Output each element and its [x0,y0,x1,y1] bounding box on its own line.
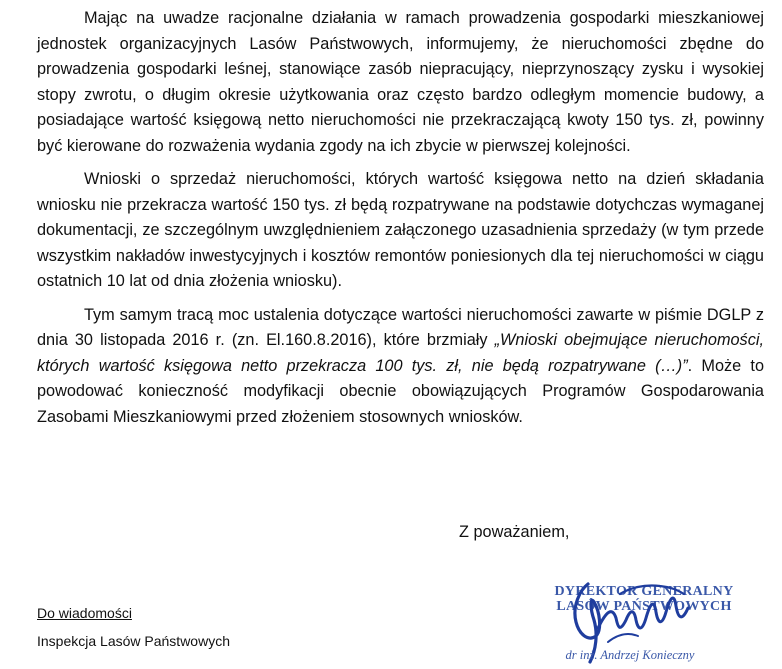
cc-recipient: Inspekcja Lasów Państwowych [37,633,230,649]
letter-body [37,6,764,430]
closing-salutation: Z poważaniem, [459,523,570,541]
paragraph-2: Wnioski o sprzedaż nieruchomości, których wartość księgowa netto na dzień składania wniosku nie przekracza wartość 150 tys. zł będą rozpatrywane na podstawie dotychczas wymaganej dokumentacji, ze szczególnym uwzględnieniem załączonego uzasadnienia sprzedaży (w tym przede wszystkim nakładów inwestycyjnych i kosztów remontów poniesionych dla tej nieruchomości w ciągu ostatnich 10 lat od dnia złożenia wniosku). [37,170,764,290]
paragraph-1: Mając na uwadze racjonalne działania w ramach prowadzenia gospodarki mieszkaniowej jednostek organizacyjnych Lasów Państwowych, informujemy, że nieruchomości zbędne do prowadzenia gospodarki leśnej, stanowiące zasób niepracujący, nieprzynoszący zysku i wysokiej stopy zwrotu, o długim okresie użytkowania oraz często bardzo odległym momencie budowy, a posiadające wartość księgową netto nieruchomości nie przekraczającą kwoty 150 tys. zł, powinny być kierowane do rozważenia wydania zgody na ich zbycie w pierwszej kolejności. [37,9,764,155]
paragraph-3 [37,303,764,431]
paragraph-3-outro: . Może to powodować konieczność modyfikacji obecnie obowiązujących Programów Gospodarowania Zasobami Mieszkaniowymi przed złożeniem stosownych wniosków. [37,356,764,426]
stamp-title-line: DYREKTOR GENERALNY [554,584,734,599]
cc-heading: Do wiadomości [37,605,132,621]
stamp-signatory-name: dr inż. Andrzej Konieczny [565,648,695,662]
paragraph-3-intro: Tym samym tracą moc ustalenia dotyczące wartości nieruchomości zawarte w piśmie DGLP z dnia 30 listopada 2016 r. (zn. El.160.8.2016), które brzmiały [37,305,764,349]
stamp-institution-line: LASÓW PAŃSTWOWYCH [556,599,732,614]
quoted-statement: „Wnioski obejmujące nieruchomości, których wartość księgowa netto przekracza 100 tys. zł, nie będą rozpatrywane (…)” [37,331,764,375]
